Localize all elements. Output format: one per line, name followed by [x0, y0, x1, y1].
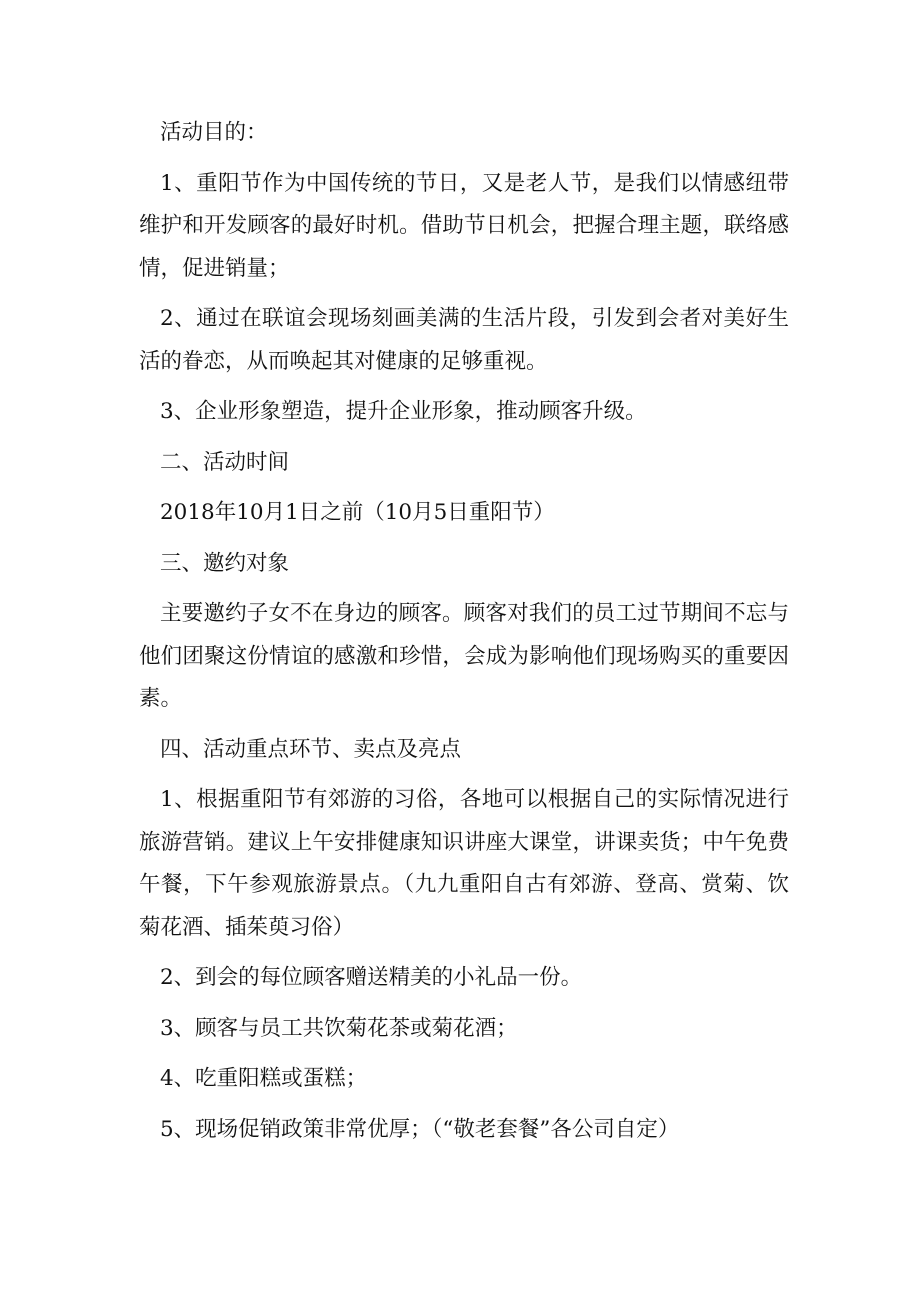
heading-key-points: 四、活动重点环节、卖点及亮点 [160, 736, 462, 762]
heading-activity-purpose: 活动目的： [160, 120, 268, 145]
heading-activity-time: 二、活动时间 [160, 449, 290, 475]
paragraph-purpose-3: 3、企业形象塑造，提升企业形象，推动顾客升级。 [160, 399, 647, 424]
paragraph-key-point-5: 5、现场促销政策非常优厚；（“敬老套餐”各公司自定） [160, 1116, 680, 1142]
paragraph-key-point-1: 1、根据重阳节有郊游的习俗，各地可以根据自己的实际情况进行旅游营销。建议上午安排健康知识讲座大课堂，讲课卖货；中午免费午餐，下午参观旅游景点。（九九重阳自古有郊游、登高、赏菊、饮菊花酒、插茱萸习俗） [139, 787, 789, 940]
paragraph-key-point-4: 4、吃重阳糕或蛋糕； [160, 1066, 368, 1091]
paragraph-invite-target: 主要邀约子女不在身边的顾客。顾客对我们的员工过节期间不忘与他们团聚这份情谊的感激和珍惜，会成为影响他们现场购买的重要因素。 [139, 601, 789, 711]
document-body [139, 112, 789, 1159]
paragraph-activity-date: 2018年10月1日之前（10月5日重阳节） [160, 500, 555, 525]
paragraph-purpose-1: 1、重阳节作为中国传统的节日，又是老人节，是我们以情感纽带维护和开发顾客的最好时机。借助节日机会，把握合理主题，联络感情，促进销量； [139, 170, 789, 281]
heading-invite-target: 三、邀约对象 [160, 550, 290, 576]
paragraph-key-point-2: 2、到会的每位顾客赠送精美的小礼品一份。 [160, 965, 583, 990]
paragraph-key-point-3: 3、顾客与员工共饮菊花茶或菊花酒； [160, 1015, 518, 1041]
paragraph-purpose-2: 2、通过在联谊会现场刻画美满的生活片段，引发到会者对美好生活的眷恋，从而唤起其对健康的足够重视。 [139, 306, 789, 374]
